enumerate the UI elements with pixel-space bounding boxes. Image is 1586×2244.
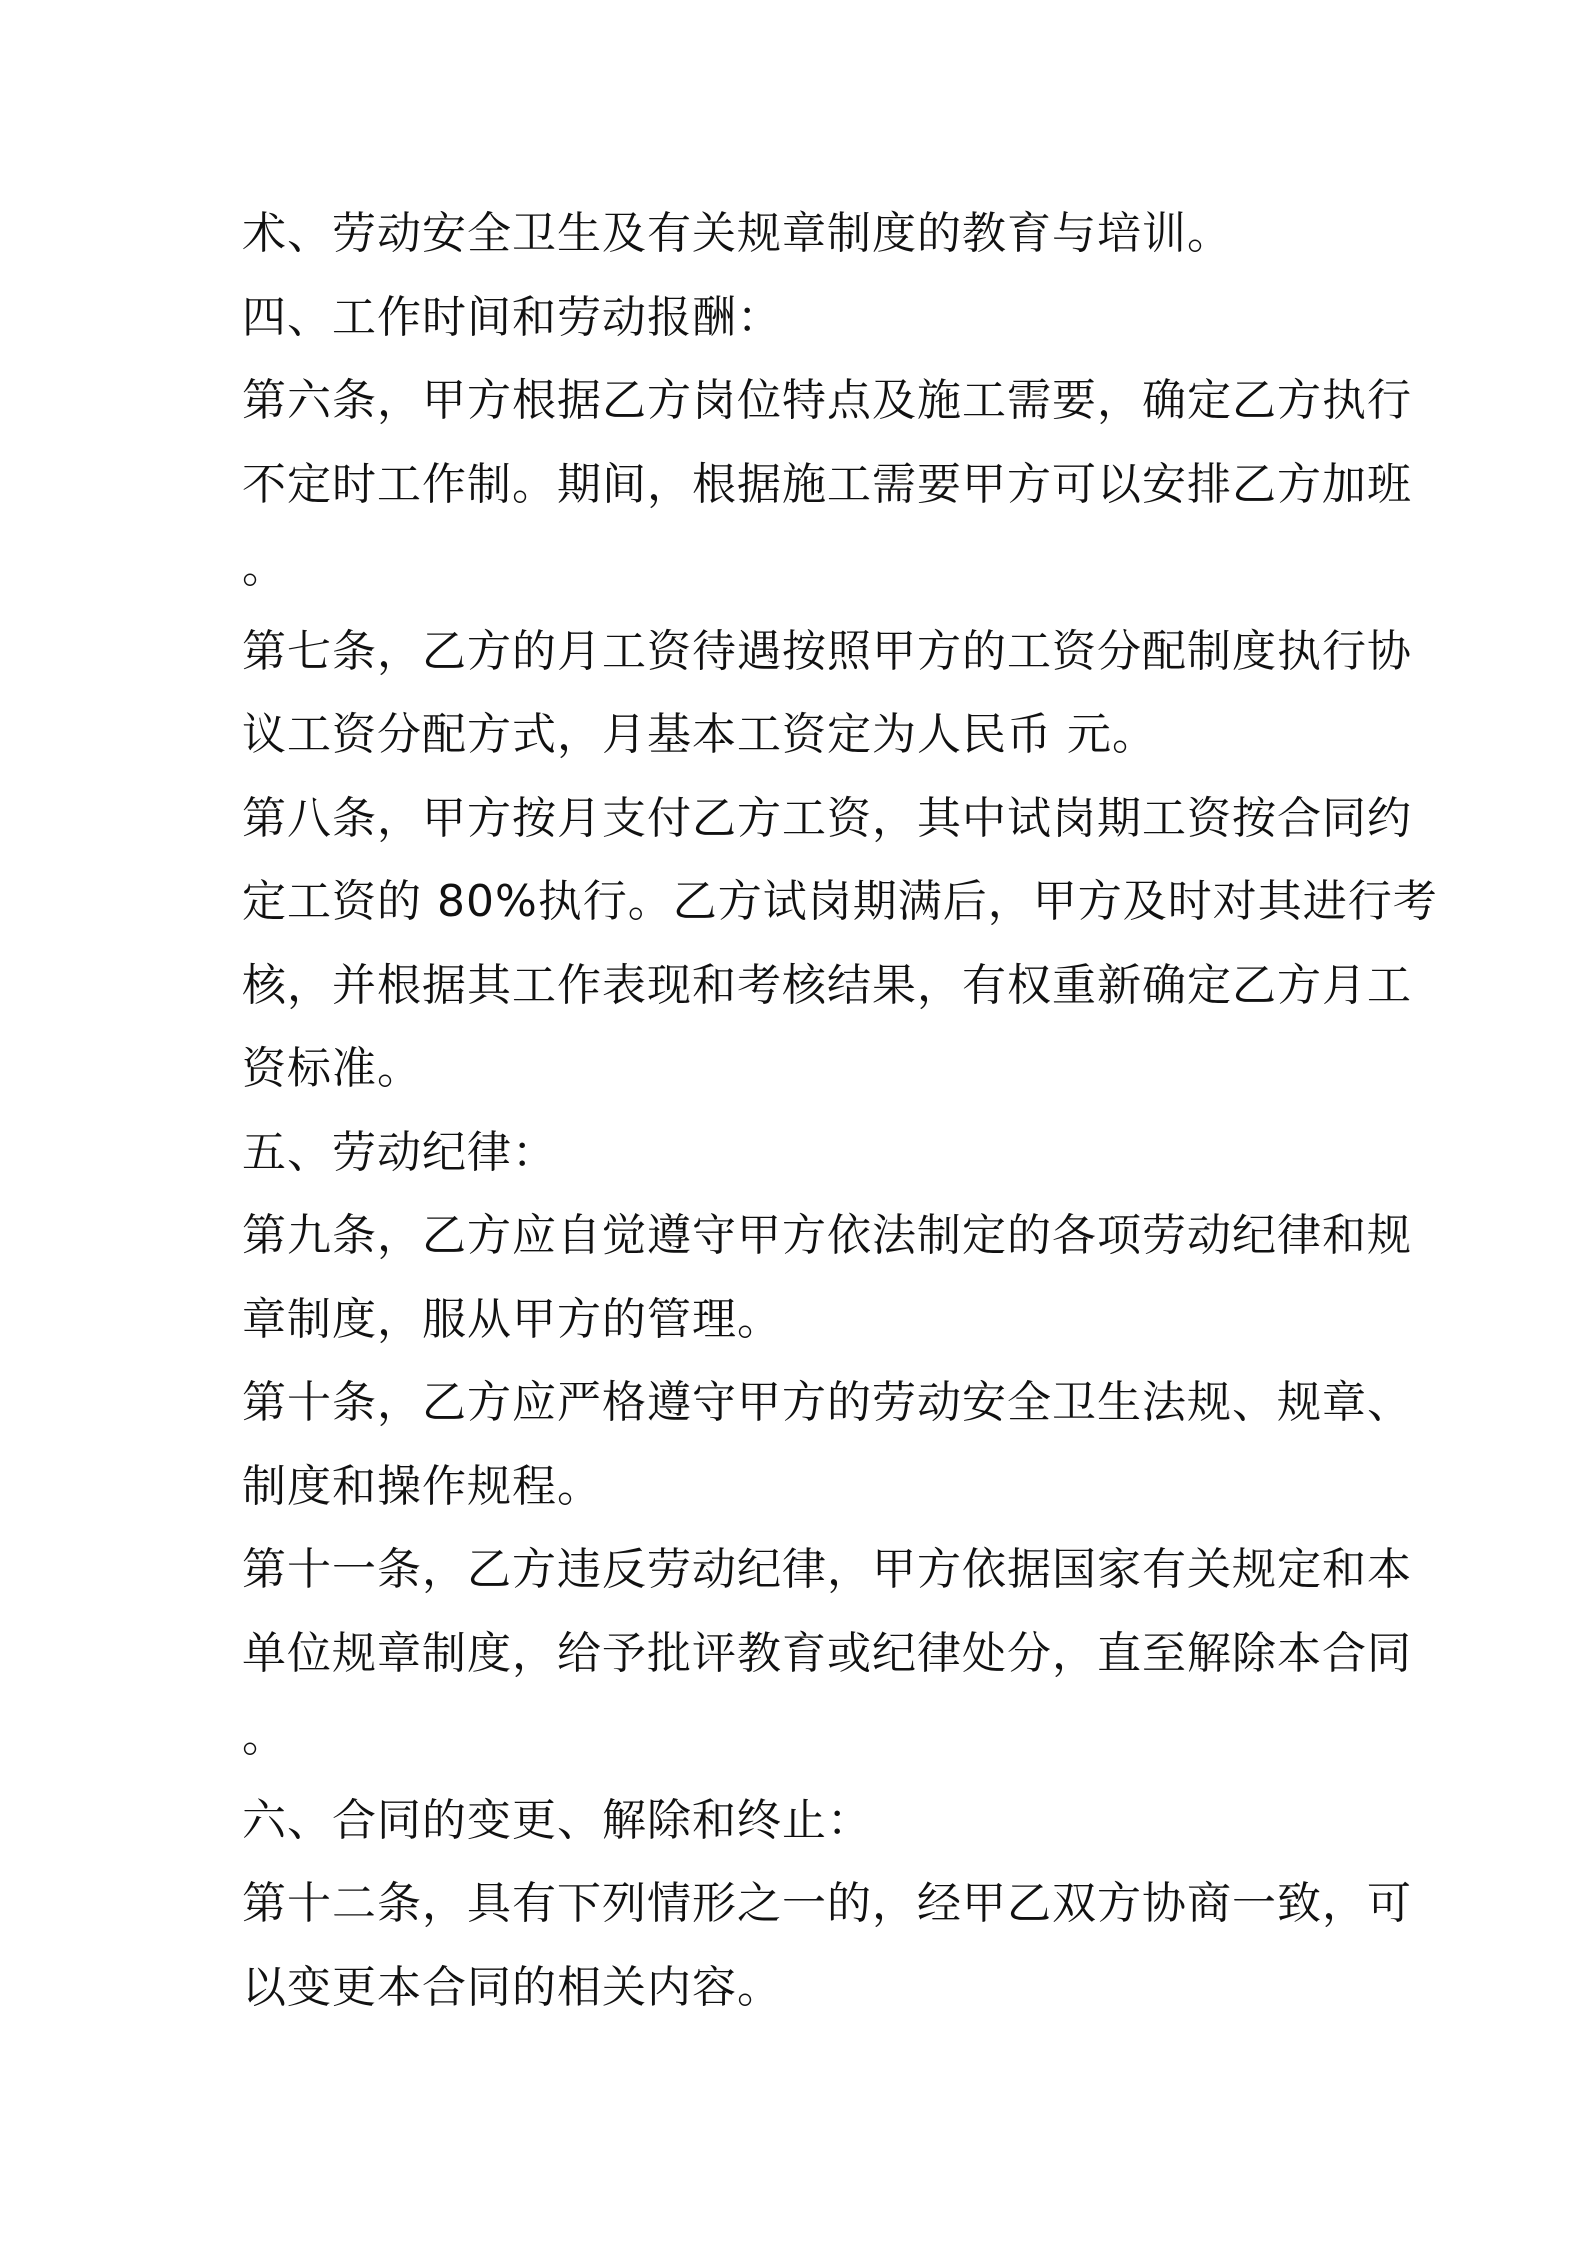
section-heading: 六、合同的变更、解除和终止： [242,1794,872,1846]
document-body [242,192,1438,2029]
text-line: 第九条，乙方应自觉遵守甲方依法制定的各项劳动纪律和规 [242,1210,1412,1261]
text-line: 制度和操作规程。 [242,1460,602,1512]
text-line: 章制度，服从甲方的管理。 [242,1293,782,1345]
text-line: 第六条，甲方根据乙方岗位特点及施工需要，确定乙方执行 [242,375,1412,426]
text-line: 。 [242,1711,287,1762]
text-line: 第七条，乙方的月工资待遇按照甲方的工资分配制度执行协 [242,625,1412,677]
text-line: 核，并根据其工作表现和考核结果，有权重新确定乙方月工 [242,959,1412,1011]
text-line: 单位规章制度，给予批评教育或纪律处分，直至解除本合同 [242,1627,1412,1679]
text-line: 以变更本合同的相关内容。 [242,1961,782,2013]
text-line: 。 [242,542,287,593]
text-line: 议工资分配方式，月基本工资定为人民币 元。 [242,709,1157,760]
text-line: 资标准。 [242,1043,422,1094]
section-heading: 四、工作时间和劳动报酬： [242,291,782,343]
text-line: 定工资的 80%执行。乙方试岗期满后，甲方及时对其进行考 [242,876,1438,927]
text-line: 不定时工作制。期间，根据施工需要甲方可以安排乙方加班 [242,458,1412,510]
text-line: 第十一条，乙方违反劳动纪律，甲方依据国家有关规定和本 [242,1544,1412,1595]
text-line: 第十条，乙方应严格遵守甲方的劳动安全卫生法规、规章、 [242,1377,1412,1428]
text-line: 术、劳动安全卫生及有关规章制度的教育与培训。 [242,208,1232,259]
section-heading: 五、劳动纪律： [242,1126,557,1178]
text-line: 第十二条，具有下列情形之一的，经甲乙双方协商一致，可 [242,1878,1412,1929]
text-line: 第八条，甲方按月支付乙方工资，其中试岗期工资按合同约 [242,792,1412,844]
